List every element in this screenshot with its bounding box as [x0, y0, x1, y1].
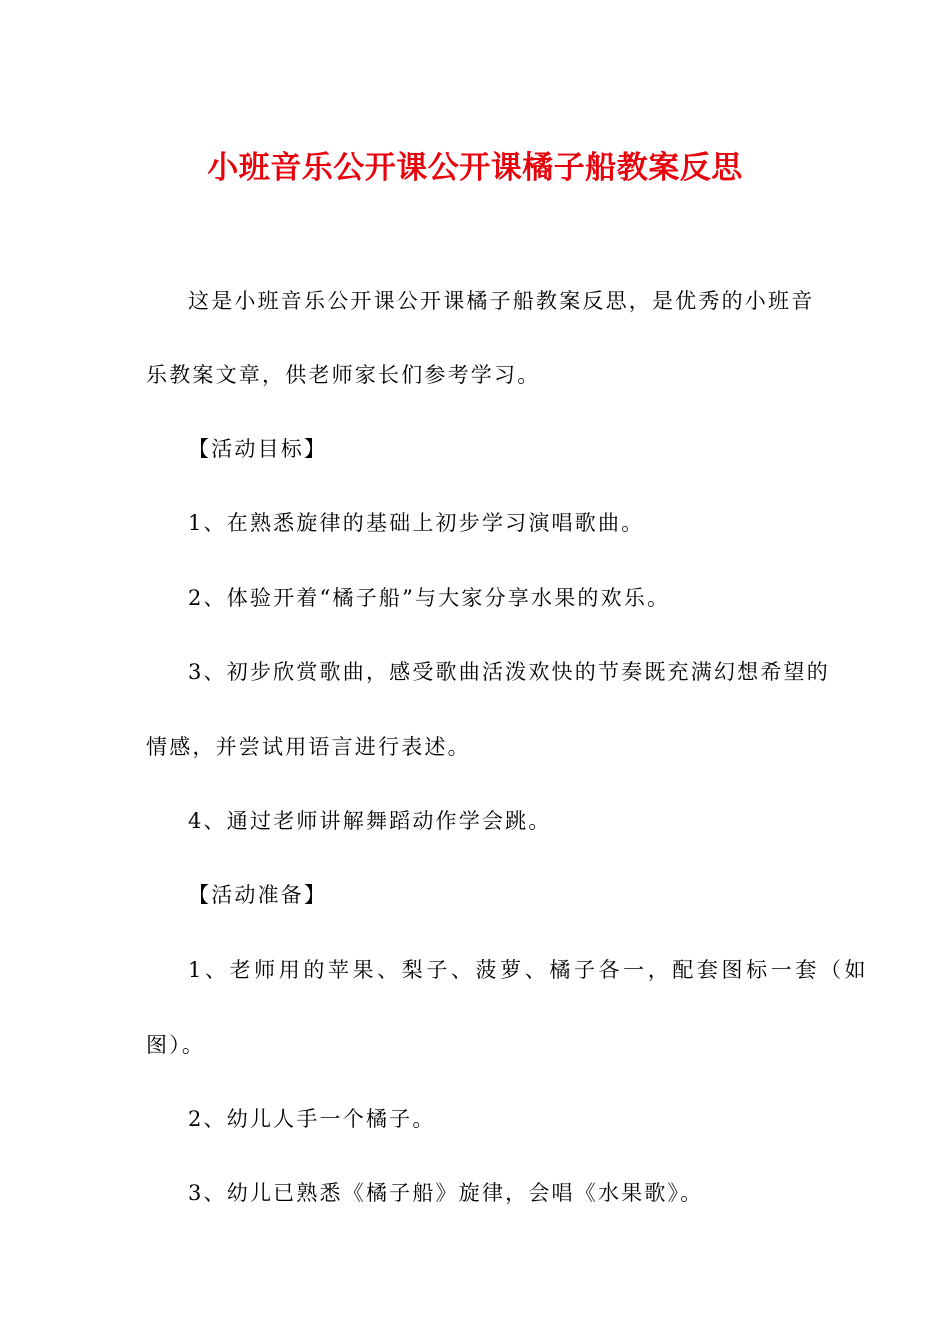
prep-item-1-line-1: 1、老师用的苹果、梨子、菠萝、橘子各一，配套图标一套（如	[188, 958, 870, 982]
goal-item-3-line-2: 情感，并尝试用语言进行表述。	[146, 735, 471, 759]
section-heading-goals: 【活动目标】	[188, 437, 328, 461]
intro-line-1: 这是小班音乐公开课公开课橘子船教案反思，是优秀的小班音	[188, 289, 815, 313]
prep-item-2: 2、幼儿人手一个橘子。	[188, 1107, 436, 1131]
goal-item-1: 1、在熟悉旋律的基础上初步学习演唱歌曲。	[188, 511, 645, 535]
goal-item-3-line-1: 3、初步欣赏歌曲，感受歌曲活泼欢快的节奏既充满幻想希望的	[188, 660, 830, 684]
goal-item-2: 2、体验开着“橘子船”与大家分享水果的欢乐。	[188, 586, 671, 610]
prep-item-3: 3、幼儿已熟悉《橘子船》旋律，会唱《水果歌》。	[188, 1181, 704, 1205]
section-heading-preparation: 【活动准备】	[188, 883, 328, 907]
prep-item-1-line-2: 图）。	[146, 1033, 206, 1057]
goal-item-4: 4、通过老师讲解舞蹈动作学会跳。	[188, 809, 552, 833]
document-title: 小班音乐公开课公开课橘子船教案反思	[207, 150, 743, 186]
intro-line-2: 乐教案文章，供老师家长们参考学习。	[146, 363, 541, 387]
